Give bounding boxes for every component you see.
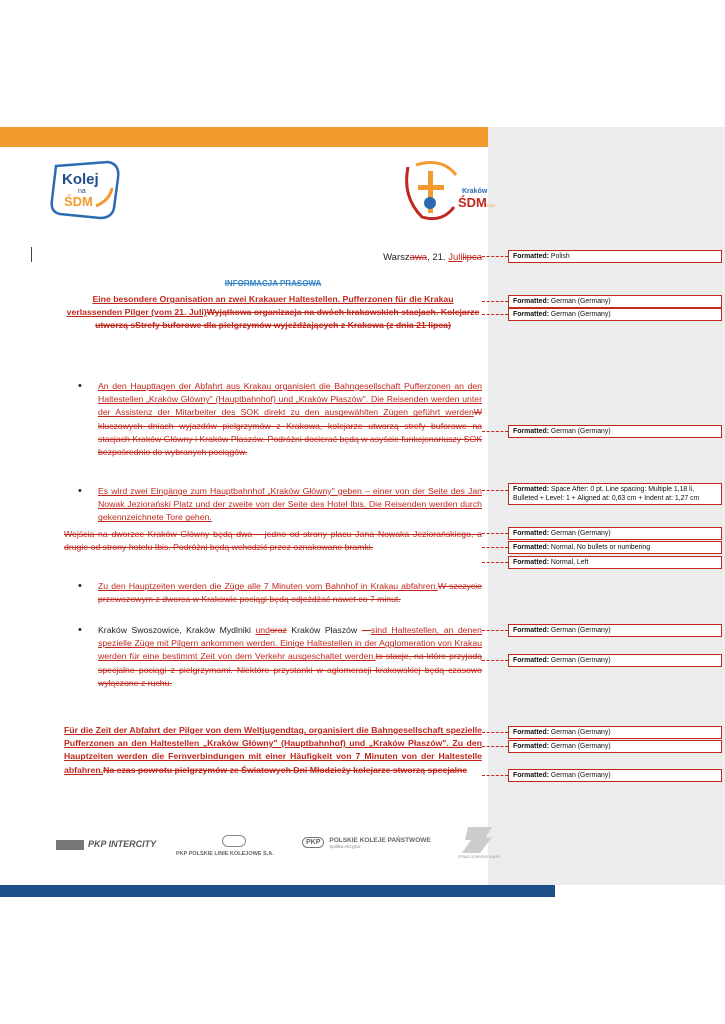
comment-connector (482, 533, 508, 535)
krakow-sdm-logo (402, 157, 494, 223)
comment-connector (482, 490, 508, 492)
comment-connector (482, 775, 508, 777)
comment-connector (482, 314, 508, 316)
dateline-month-deleted: lipca (462, 252, 482, 263)
title-line1: Eine besondere Organisation an zwei Krakauer Haltestellen. Pufferzonen für die Krakau (92, 294, 454, 304)
title-line2-del: Wyjątkowa organizacja na dwóch krakowskich stacjach. Kolejarze (206, 307, 480, 318)
logo-year-text: 2016 (486, 203, 495, 208)
comment-balloon-9[interactable]: Formatted: German (Germany) (508, 624, 722, 637)
dateline-place: Warsz (383, 252, 410, 263)
comment-balloon-3[interactable]: Formatted: German (Germany) (508, 308, 722, 321)
closing-ins: Für die Zeit der Abfahrt der Pilger von dem Weltjugendtag, organisiert die Bahngesellschaft spezielle Pufferzonen an den Haltestellen „Kraków Główny" (Hauptbahnhof) und „Kraków Płaszów". Zu den Hauptzeiten werden die Fernverbindungen mit einer Häufigkeit von 7 Minuten von der Haltestelle abfahren. (64, 725, 482, 775)
logo-sdm-text: ŚDM (64, 194, 93, 209)
footer-logos (0, 827, 545, 867)
dateline-day: , 21. (427, 252, 449, 263)
pkp-sa-logo: PKP POLSKIE KOLEJE PAŃSTWOWE Spółka Akcyjna (302, 837, 431, 849)
comment-connector (482, 431, 508, 433)
comment-balloon-6[interactable]: Formatted: German (Germany) (508, 527, 722, 540)
bullet-4-ins-b: sind Haltestellen, an denen spezielle Züge mit Pilgern ankommen werden. Einige Haltestellen in der Agglomeration von Krakau werden für eine bestimmt Zeit von dem Verkehr ausgeschaltet werden. (98, 625, 483, 662)
comment-balloon-11[interactable]: Formatted: German (Germany) (508, 726, 722, 739)
comment-connector (482, 547, 508, 549)
comment-balloon-13[interactable]: Formatted: German (Germany) (508, 769, 722, 782)
pkp-intercity-logo: PKP INTERCITY (56, 839, 156, 850)
comment-balloon-5[interactable]: Formatted: Space After: 0 pt, Line spacing: Multiple 1,18 li, Bulleted + Level: 1 + Aligned at: 0,63 cm + Indent at: 1,27 cm (508, 483, 722, 505)
footer-blue-band (0, 885, 555, 897)
bullet-1-ins: An den Haupttagen der Abfahrt aus Krakau organisiert die Bahngesellschaft Pufferzonen an den Haltestellen „Kraków Główny" (Hauptbahnhof) und „Kraków Płaszów". Die Reisenden werden unter der Assistenz der Mitarbeiter des SOK direkt zu den ausgewählten Zügen geführt werden (98, 381, 482, 418)
comment-balloon-8[interactable]: Formatted: Normal, Left (508, 556, 722, 569)
dateline-place-deleted: awa (409, 252, 428, 263)
change-bar (31, 247, 32, 262)
header-orange-band (0, 127, 545, 147)
comment-balloon-2[interactable]: Formatted: German (Germany) (508, 295, 722, 308)
kolej-na-sdm-logo (48, 160, 124, 222)
bullet-2-ins: Es wird zwei Eingänge zum Hauptbahnhof „Kraków Główny" geben – einer von der Seite des Jan Nowak Jeziorański Platz und der zweite von der Seite des Hotel Ibis. Die Reisenden werden durch gekennzeichnete Tore gehen. (98, 486, 482, 523)
title-line2-ins: verlassenden Pilger (vom 21. Juli) (66, 307, 207, 318)
comment-connector (482, 301, 508, 303)
bullet-3-del: W szczycie przewozowym z dworca w Krakowie pociągi będą odjeżdżać nawet co 7 minut. (98, 581, 482, 605)
title-line3-del2: Strefy buforowe dla pielgrzymów wyjeżdżających z Krakowa (z dnia 21 lipca) (135, 320, 451, 331)
bullet-item-2: • Es wird zwei Eingänge zum Hauptbahnhof „Kraków Główny" geben – einer von der Seite des Jan Nowak Jeziorański Platz und der zweite von der Seite des Hotel Ibis. Die Reisenden werden durch gekennzeichnete Tore gehen. (78, 485, 482, 523)
comment-connector (482, 562, 508, 564)
logo-kolej-text: Kolej (62, 171, 99, 188)
bullet-item-4: • Kraków Swoszowice, Kraków Mydlniki undoraz Kraków Płaszów – sind Haltestellen, an denen spezielle Züge mit Pilgern ankommen werden. Einige Haltestellen in der Agglomeration von Krakau werden für eine bestimmt Zeit von dem Verkehr ausgeschaltet werden.to stacje, na które przyjadą specjalne pociągi z pielgrzymami. Niektóre przystanki w aglomeracji krakowskiej będą czasowo wyłączone z ruchu. (78, 624, 483, 688)
bullet-3-ins: Zu den Hauptzeiten werden die Züge alle 7 Minuten vom Bahnhof in Krakau abfahren. (98, 581, 438, 591)
comment-connector (482, 746, 508, 748)
comment-connector (482, 630, 508, 632)
sok-logo: STRAŻ OCHRONY KOLEI (458, 827, 518, 860)
bullet-2-deleted-paragraph (64, 528, 482, 554)
bullet-4-ins-a: und (255, 625, 270, 635)
bullet-4-del-b: – (361, 625, 371, 635)
dateline (64, 251, 482, 264)
bullet-4-plain-a: Kraków Swoszowice, Kraków Mydlniki (98, 625, 256, 635)
pkp-plk-logo: PKP POLSKIE LINIE KOLEJOWE S.A. (176, 835, 296, 857)
bullet-item-1: • An den Haupttagen der Abfahrt aus Krakau organisiert die Bahngesellschaft Pufferzonen an den Haltestellen „Kraków Główny" (Hauptbahnhof) und „Kraków Płaszów". Die Reisenden werden unter der Assistenz der Mitarbeiter des SOK direkt zu den ausgewählten Zügen geführt werdenW kluczowych dniach wyjazdów pielgrzymów z Krakowa, kolejarze utworzą strefy buforowe na stacjach Kraków Główny i Kraków Płaszów. Podróżni docierać będą w asyście funkcjonariuszy SOK bezpośrednio do wybranych pociągów. (78, 380, 482, 458)
closing-paragraph (64, 724, 482, 777)
comment-connector (482, 660, 508, 662)
bullet-4-plain-b: Kraków Płaszów (286, 625, 362, 635)
title-line3-del: utworzą s (95, 320, 136, 331)
comment-connector (482, 732, 508, 734)
logo-na-text: na (78, 188, 86, 195)
logo-city-text: Kraków (462, 188, 488, 195)
bullet-1-del: W kluczowych dniach wyjazdów pielgrzymów z Krakowa, kolejarze utworzą strefy buforowe na stacjach Kraków Główny i Kraków Płaszów. Podróżni docierać będą w asyście funkcjonariuszy SOK bezpośrednio do wybranych pociągów. (98, 407, 482, 458)
press-heading: INFORMACJA PRASOWA (224, 279, 322, 288)
comment-balloon-10[interactable]: Formatted: German (Germany) (508, 654, 722, 667)
bullet-item-3: • Zu den Hauptzeiten werden die Züge alle 7 Minuten vom Bahnhof in Krakau abfahren.W szczycie przewozowym z dworca w Krakowie pociągi będą odjeżdżać nawet co 7 minut. (78, 580, 482, 605)
bullet-4-del-c: to stacje, na które przyjadą specjalne pociągi z pielgrzymami. Niektóre przystanki w aglomeracji krakowskiej będą czasowo wyłączone z ruchu. (98, 651, 482, 688)
bullet-4-del-a: oraz (269, 625, 287, 635)
logo-event-text: ŚDM (458, 195, 487, 210)
comment-balloon-7[interactable]: Formatted: Normal, No bullets or numbering (508, 541, 722, 554)
comment-connector (482, 256, 508, 258)
closing-del: Na czas powrotu pielgrzymów ze Światowych Dni Młodzieży kolejarze stworzą specjalne (103, 764, 468, 775)
comment-balloon-12[interactable]: Formatted: German (Germany) (508, 740, 722, 753)
title-block (64, 293, 482, 333)
comment-balloon-1[interactable]: Formatted: Polish (508, 250, 722, 263)
comment-balloon-4[interactable]: Formatted: German (Germany) (508, 425, 722, 438)
dateline-month: Juli (448, 252, 463, 263)
bullet-2-del: Wejścia na dworzec Kraków Główny będą dwa – jedno od strony placu Jana Nowaka Jeziorańskiego, a drugie od strony hotelu Ibis. Podróżni będą wchodzić przez oznakowane bramki. (64, 529, 482, 553)
